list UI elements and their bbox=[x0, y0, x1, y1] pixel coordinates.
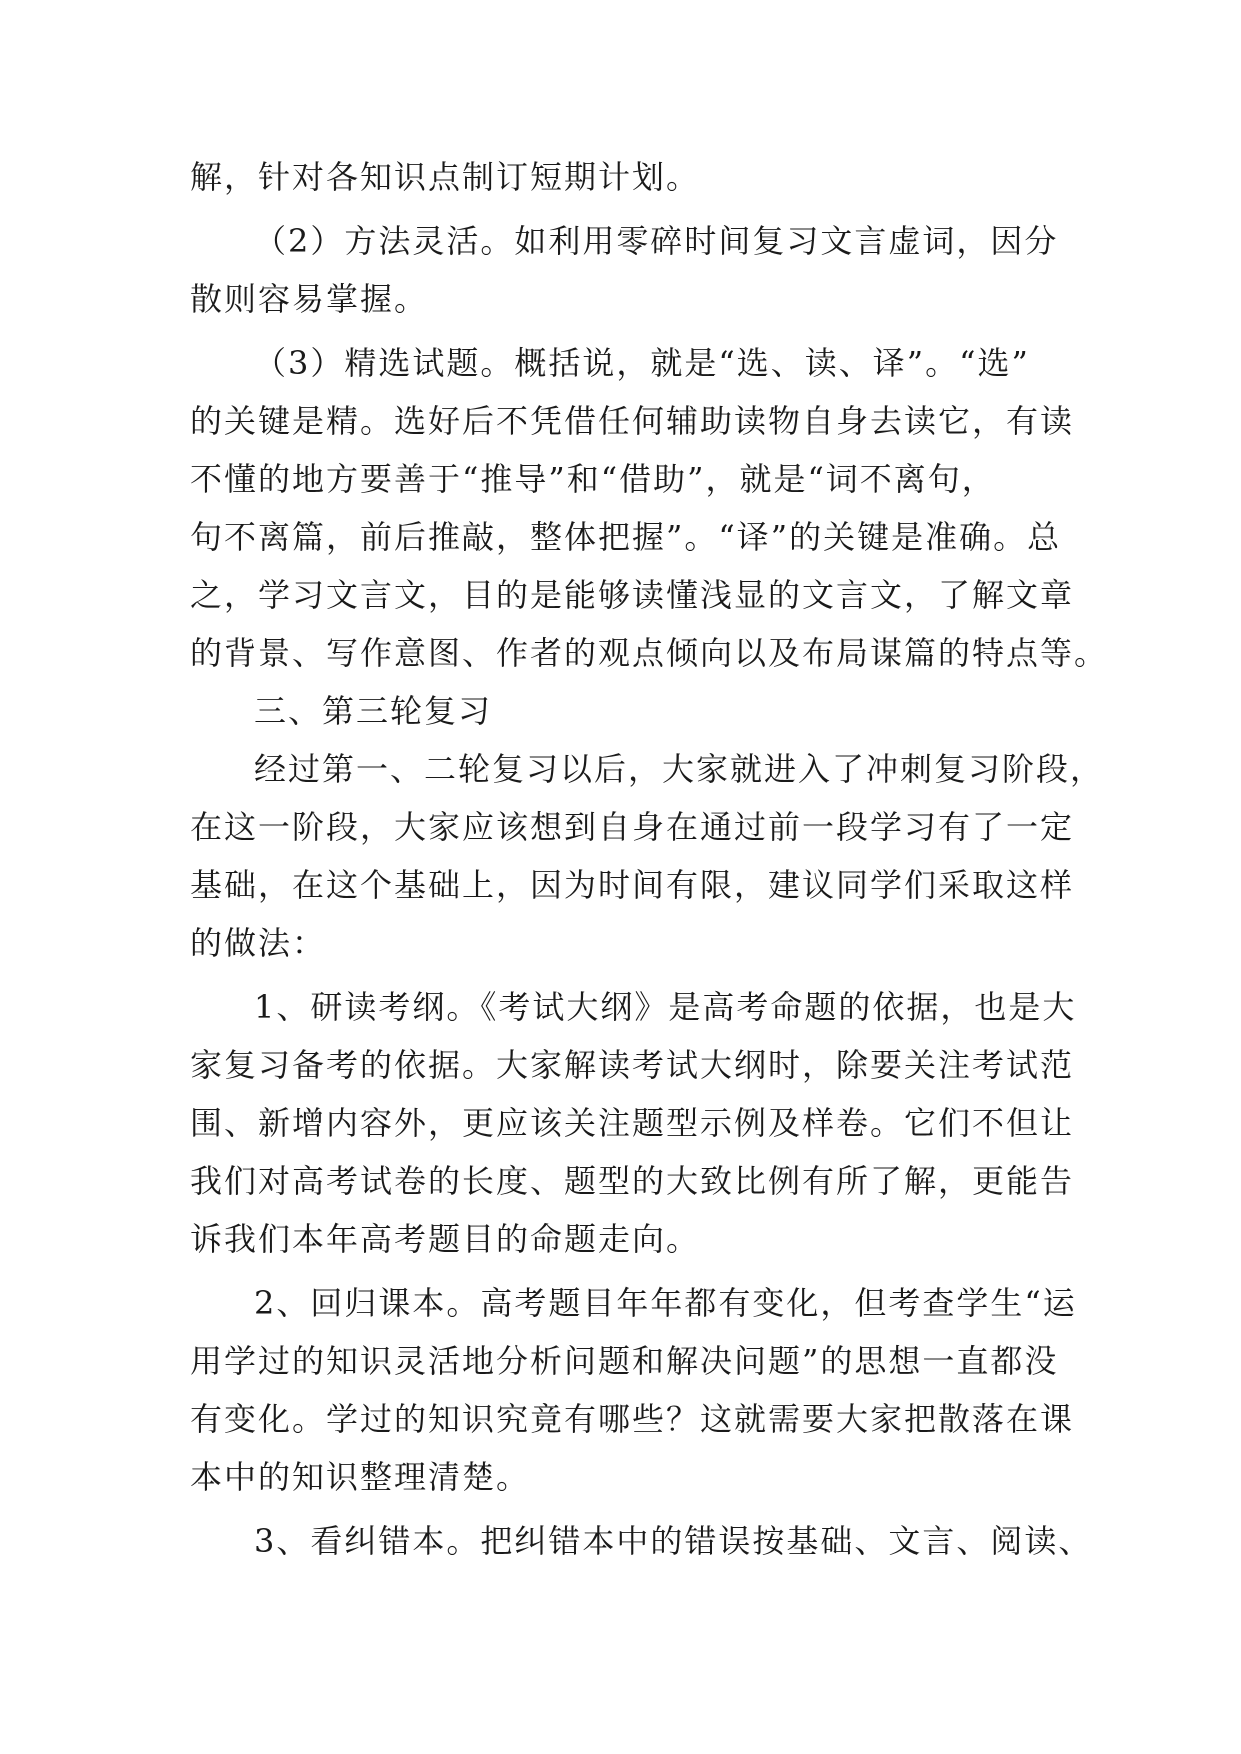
section-heading: 三、第三轮复习 bbox=[254, 692, 493, 730]
text-line: 的做法： bbox=[190, 924, 327, 962]
text-line: 句不离篇，前后推敲，整体把握”。“译”的关键是准确。总 bbox=[190, 518, 1062, 556]
text-line: 不懂的地方要善于“推导”和“借助”，就是“词不离句， bbox=[190, 460, 996, 498]
text-line: 解，针对各知识点制订短期计划。 bbox=[190, 158, 701, 196]
text-line: （2）方法灵活。如利用零碎时间复习文言虚词，因分 bbox=[254, 222, 1059, 260]
text-line: 基础，在这个基础上，因为时间有限，建议同学们采取这样 bbox=[190, 866, 1075, 904]
text-line: 散则容易掌握。 bbox=[190, 280, 429, 318]
text-line: 我们对高考试卷的长度、题型的大致比例有所了解，更能告 bbox=[190, 1162, 1075, 1200]
text-line: 3、看纠错本。把纠错本中的错误按基础、文言、阅读、 bbox=[254, 1522, 1093, 1560]
text-line: 有变化。学过的知识究竟有哪些？这就需要大家把散落在课 bbox=[190, 1400, 1075, 1438]
text-line: 的关键是精。选好后不凭借任何辅助读物自身去读它，有读 bbox=[190, 402, 1075, 440]
text-line: 1、研读考纲。《考试大纲》是高考命题的依据，也是大 bbox=[254, 988, 1077, 1026]
text-line: 之，学习文言文，目的是能够读懂浅显的文言文，了解文章 bbox=[190, 576, 1075, 614]
text-line: 在这一阶段，大家应该想到自身在通过前一段学习有了一定 bbox=[190, 808, 1075, 846]
text-line: 本中的知识整理清楚。 bbox=[190, 1458, 531, 1496]
text-line: 用学过的知识灵活地分析问题和解决问题”的思想一直都没 bbox=[190, 1342, 1059, 1380]
text-line: （3）精选试题。概括说，就是“选、读、译”。“选” bbox=[254, 344, 1030, 382]
text-line: 经过第一、二轮复习以后，大家就进入了冲刺复习阶段， bbox=[254, 750, 1105, 788]
text-line: 的背景、写作意图、作者的观点倾向以及布局谋篇的特点等。 bbox=[190, 634, 1109, 672]
text-line: 围、新增内容外，更应该关注题型示例及样卷。它们不但让 bbox=[190, 1104, 1075, 1142]
text-line: 诉我们本年高考题目的命题走向。 bbox=[190, 1220, 701, 1258]
body-text bbox=[190, 148, 1109, 1570]
text-line: 2、回归课本。高考题目年年都有变化，但考查学生“运 bbox=[254, 1284, 1077, 1322]
text-line: 家复习备考的依据。大家解读考试大纲时，除要关注考试范 bbox=[190, 1046, 1075, 1084]
